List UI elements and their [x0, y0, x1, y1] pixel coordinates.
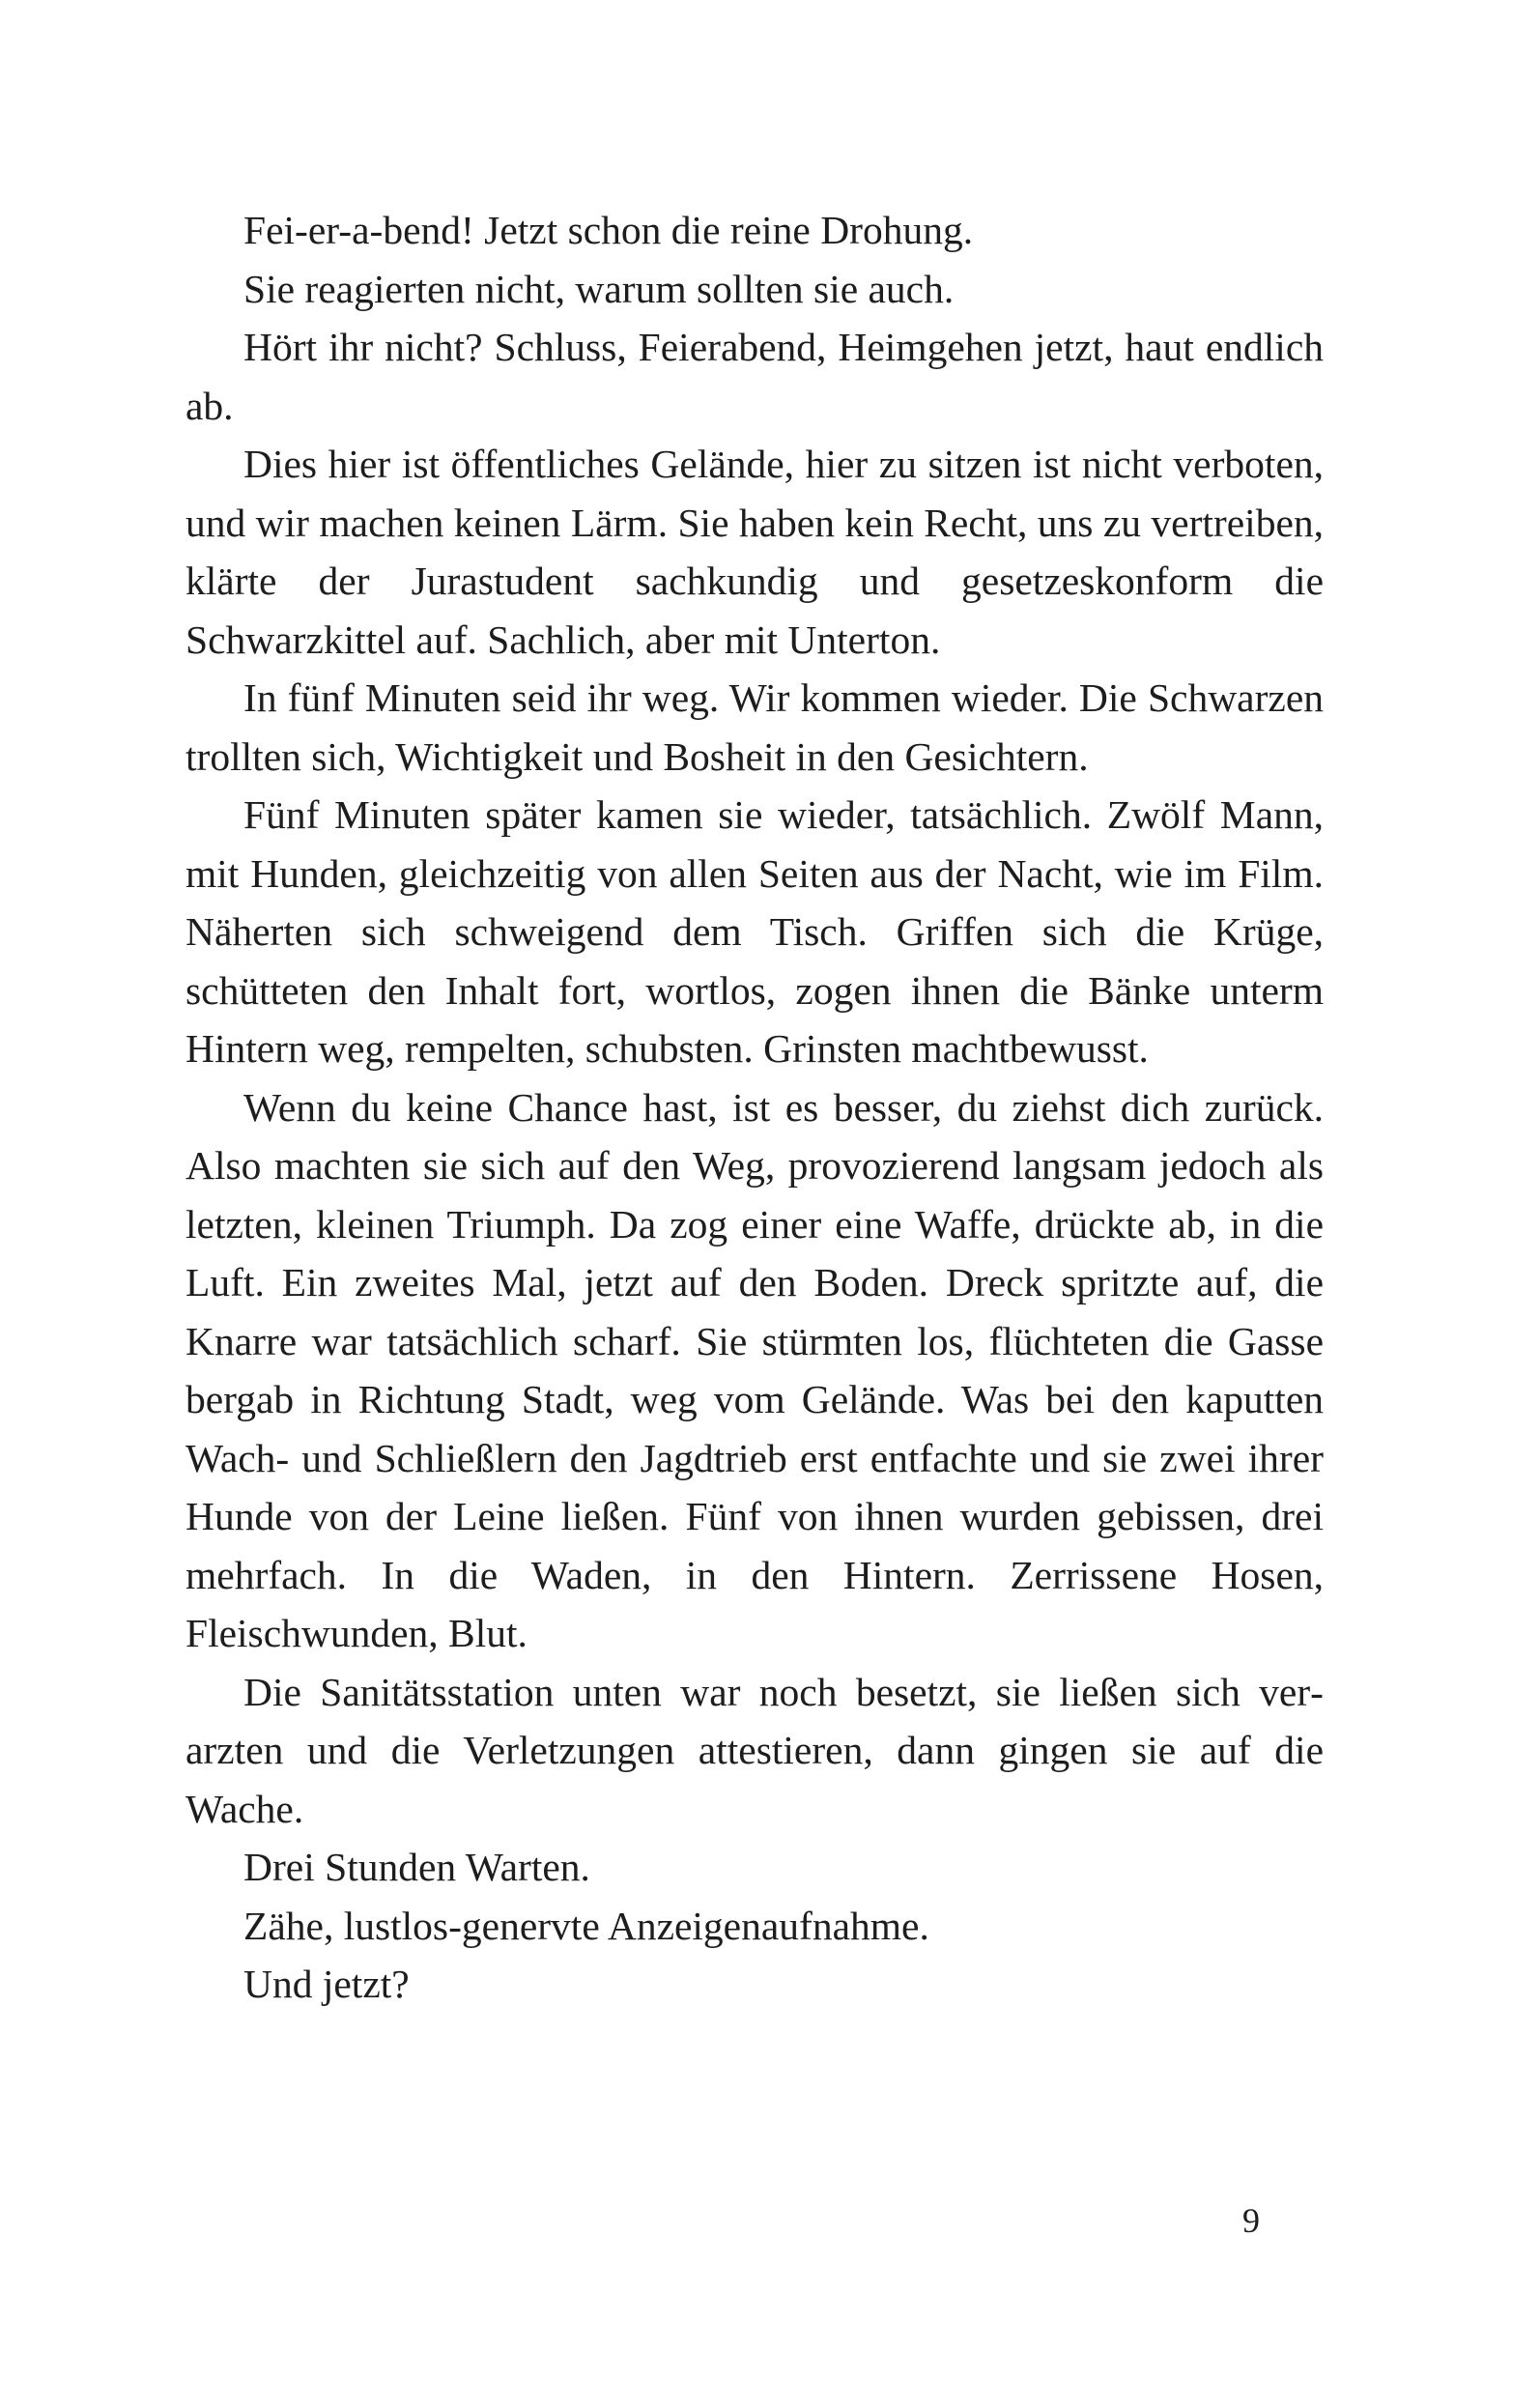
paragraph: Drei Stunden Warten. [243, 1845, 590, 1889]
paragraph: Sie reagierten nicht, warum sollten sie auch. [243, 266, 955, 311]
paragraph: In fünf Minuten seid ihr weg. Wir kommen wieder. Die Schwarzen trollten sich, Wichtigkeit und Bosheit in den Gesichtern. [185, 675, 1324, 779]
paragraph: Hört ihr nicht? Schluss, Feierabend, Heimgehen jetzt, haut endlich ab. [185, 325, 1324, 428]
paragraph: Die Sanitätsstation unten war noch besetzt, sie ließen sich verarzten und die Verletzungen attestieren, dann gingen sie auf die Wache. [185, 1669, 1324, 1831]
paragraph: Zähe, lustlos-genervte Anzeigenaufnahme. [243, 1903, 929, 1948]
paragraph: Fünf Minuten später kamen sie wieder, tatsächlich. Zwölf Mann, mit Hunden, gleichzeitig von allen Seiten aus der Nacht, wie im Film. Näherten sich schweigend dem Tisch. Griffen sich die Krüge, schütteten den Inhalt fort, wortlos, zogen ihnen die Bänke unterm Hintern weg, rempelten, schubsten. Grinsten machtbewusst. [185, 792, 1324, 1071]
paragraph: Fei-er-a-bend! Jetzt schon die reine Drohung. [243, 208, 974, 252]
body-text [185, 201, 1324, 2014]
paragraph: Und jetzt? [243, 1962, 410, 2006]
paragraph: Dies hier ist öffentliches Gelände, hier zu sitzen ist nicht verboten, und wir machen keinen Lärm. Sie haben kein Recht, uns zu vertreiben, klärte der Jurastudent sachkundig und gesetzeskonform die Schwarzkittel auf. Sachlich, aber mit Unterton. [185, 442, 1324, 662]
page-number: 9 [1242, 2201, 1260, 2240]
paragraph: Wenn du keine Chance hast, ist es besser, du ziehst dich zurück. Also machten sie sich auf den Weg, provozierend langsam jedoch als letzten, kleinen Triumph. Da zog einer eine Waffe, drückte ab, in die Luft. Ein zweites Mal, jetzt auf den Boden. Dreck spritzte auf, die Knarre war tatsächlich scharf. Sie stürmten los, flüchteten die Gasse bergab in Richtung Stadt, weg vom Gelände. Was bei den kaputten Wach- und Schließlern den Jagdtrieb erst entfachte und sie zwei ihrer Hunde von der Leine ließen. Fünf von ihnen wurden gebissen, drei mehrfach. In die Waden, in den Hintern. Zerrissene Hosen, Fleischwunden, Blut. [185, 1084, 1324, 1655]
